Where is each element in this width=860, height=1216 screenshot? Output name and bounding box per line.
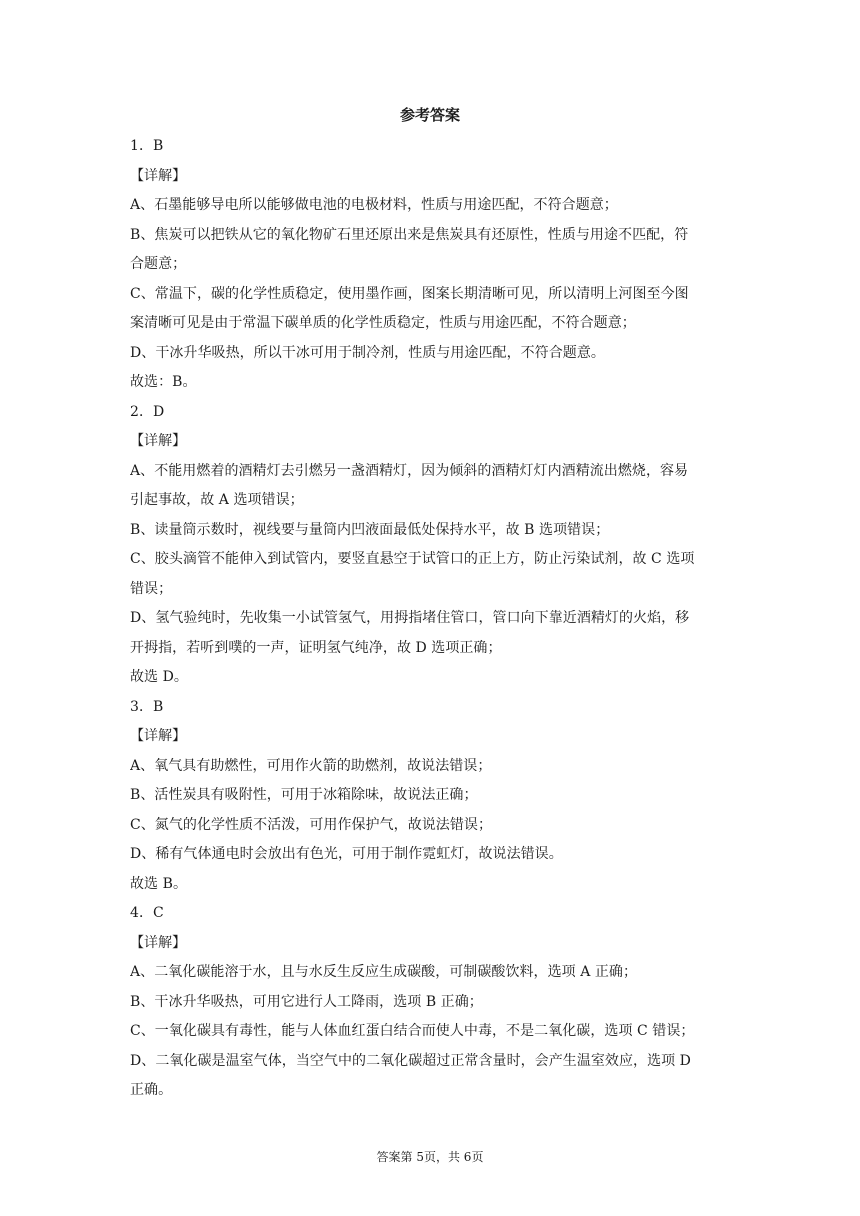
text-line: B、焦炭可以把铁从它的氧化物矿石里还原出来是焦炭具有还原性，性质与用途不匹配，符 (130, 226, 689, 243)
text-line: A、石墨能够导电所以能够做电池的电极材料，性质与用途匹配，不符合题意； (130, 197, 618, 213)
page-footer: 答案第 5页，共 6页 (376, 1150, 484, 1164)
text-line: 3．B (130, 698, 164, 715)
text-line: A、二氧化碳能溶于水，且与水反生反应生成碳酸，可制碳酸饮料，选项 A 正确； (130, 964, 638, 980)
text-line: 开拇指，若听到噗的一声，证明氢气纯净，故 D 选项正确； (130, 639, 502, 656)
text-line: D、干冰升华吸热，所以干冰可用于制冷剂，性质与用途匹配，不符合题意。 (130, 344, 605, 361)
text-line: 4．C (130, 905, 164, 921)
text-line: D、氢气验纯时，先收集一小试管氢气，用拇指堵住管口，管口向下靠近酒精灯的火焰，移 (130, 610, 690, 626)
text-line: 引起事故，故 A 选项错误； (130, 492, 304, 508)
text-line: 1．B (130, 138, 164, 154)
text-line: C、一氧化碳具有毒性，能与人体血红蛋白结合而使人中毒，不是二氧化碳，选项 C 错误； (130, 1023, 695, 1039)
text-line: 【详解】 (130, 728, 187, 744)
text-line: C、常温下，碳的化学性质稳定，使用墨作画，图案长期清晰可见，所以清明上河图至今图 (130, 285, 689, 302)
text-line: 故选 D。 (130, 669, 188, 685)
text-line: B、读量筒示数时，视线要与量筒内凹液面最低处保持水平，故 B 选项错误； (130, 521, 610, 538)
text-line: C、胶头滴管不能伸入到试管内，要竖直悬空于试管口的正上方，防止污染试剂，故 C 选项 (130, 551, 695, 567)
text-line: A、氧气具有助燃性，可用作火箭的助燃剂，故说法错误； (130, 757, 492, 774)
text-line: A、不能用燃着的酒精灯去引燃另一盏酒精灯，因为倾斜的酒精灯灯内酒精流出燃烧，容易 (130, 462, 689, 479)
text-line: 正确。 (130, 1082, 173, 1098)
text-line: 故选：B。 (130, 374, 197, 390)
text-line: 错误； (130, 580, 173, 597)
text-line: B、活性炭具有吸附性，可用于冰箱除味，故说法正确； (130, 787, 478, 803)
text-line: 合题意； (130, 256, 187, 272)
text-line: 【详解】 (130, 433, 187, 449)
text-line: 【详解】 (130, 934, 187, 951)
text-line: C、氮气的化学性质不活泼，可用作保护气，故说法错误； (130, 816, 493, 833)
text-line: D、稀有气体通电时会放出有色光，可用于制作霓虹灯，故说法错误。 (130, 846, 563, 862)
text-line: 2．D (130, 403, 165, 420)
answer-content (130, 132, 734, 1106)
text-line: D、二氧化碳是温室气体，当空气中的二氧化碳超过正常含量时，会产生温室效应，选项 D (130, 1052, 691, 1069)
page-title: 参考答案 (399, 106, 460, 124)
text-line: 案清晰可见是由于常温下碳单质的化学性质稳定，性质与用途匹配，不符合题意； (130, 315, 636, 331)
text-line: 【详解】 (130, 167, 187, 184)
text-line: 故选 B。 (130, 875, 187, 892)
text-line: B、干冰升华吸热，可用它进行人工降雨，选项 B 正确； (130, 993, 483, 1010)
